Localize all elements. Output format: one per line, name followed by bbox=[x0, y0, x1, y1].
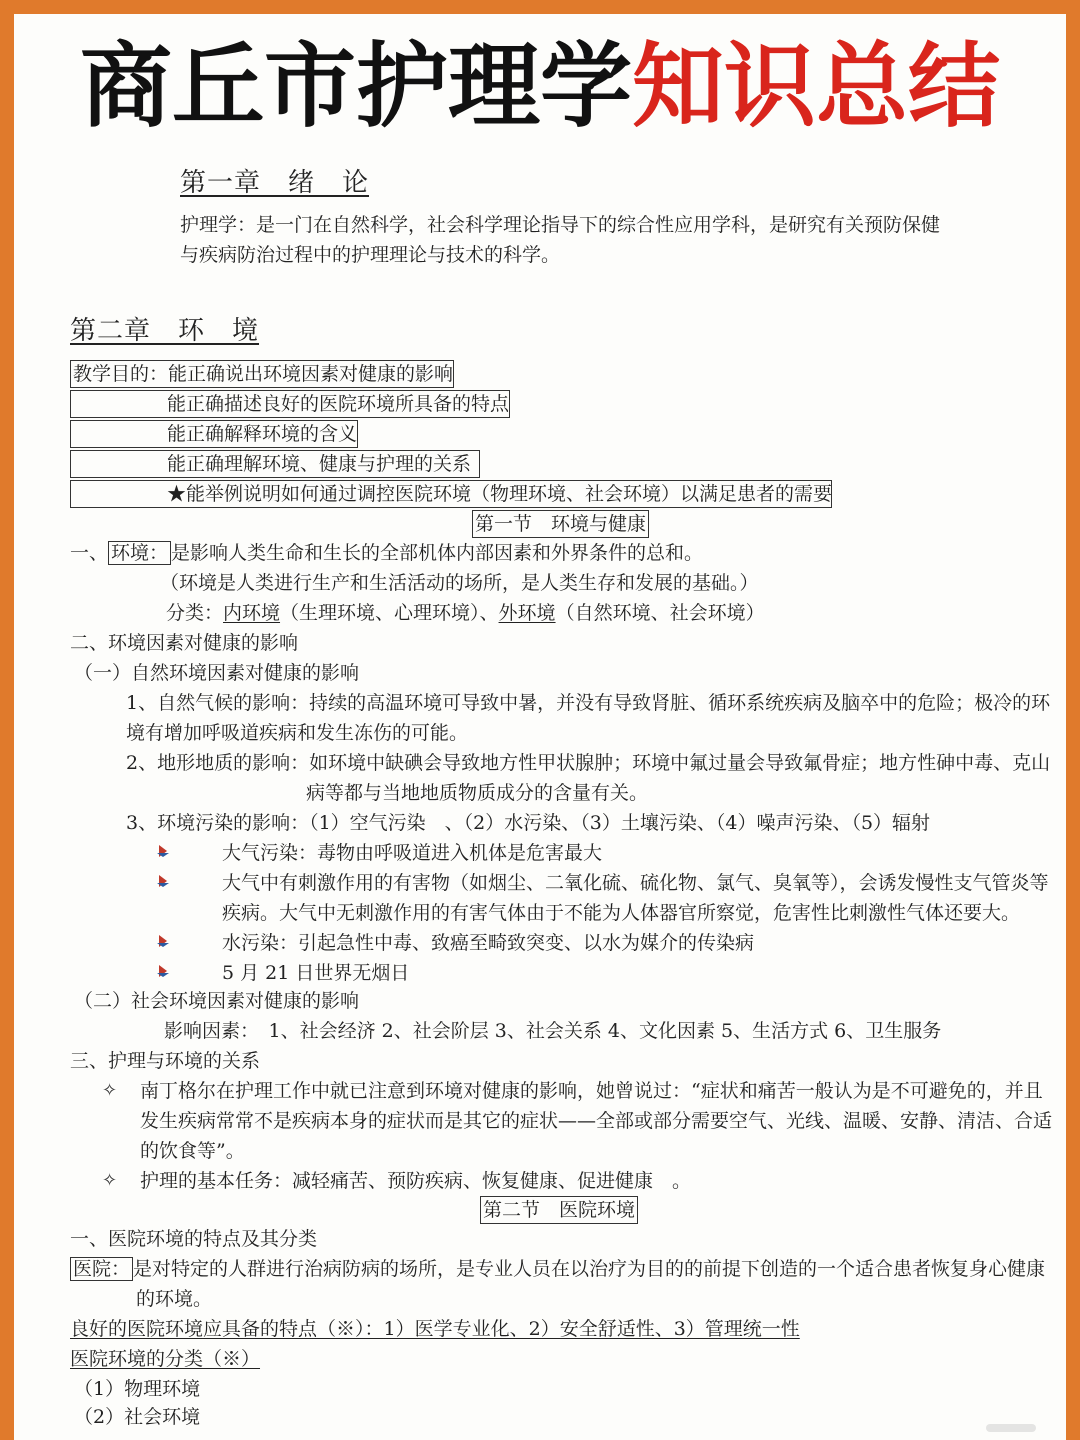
objective-box-4: 能正确理解环境、健康与护理的关系 bbox=[70, 450, 480, 478]
subheading-natural: （一）自然环境因素对健康的影响 bbox=[74, 662, 360, 684]
social-factors: 影响因素： 1、社会经济 2、社会阶层 3、社会关系 4、文化因素 5、生活方式 6、卫生服务 bbox=[164, 1020, 942, 1042]
section-heading-2: 二、环境因素对健康的影响 bbox=[70, 632, 299, 654]
env-term: 环境： bbox=[108, 541, 171, 565]
diamond-bullet-icon: ✧ bbox=[102, 1170, 118, 1191]
item2-line-a: 2、地形地质的影响：如环境中缺碘会导致地方性甲状腺肿；环境中氟过量会导致氟骨症；地方性砷中毒、克山 bbox=[126, 752, 1051, 774]
hospital-classification: 医院环境的分类（※） bbox=[70, 1348, 261, 1370]
nightingale-line-b: 发生疾病常常不是疾病本身的症状而是其它的症状——全部或部分需要空气、光线、温暖、安静、清洁、合适 bbox=[140, 1110, 1053, 1132]
arrow-bullet-icon bbox=[156, 964, 170, 978]
objective-box-3: 能正确解释环境的含义 bbox=[70, 420, 358, 448]
title-black-part: 商丘市护理学 bbox=[79, 33, 632, 140]
inner-detail: （生理环境、心理环境）、 bbox=[280, 602, 499, 624]
class-social: （2）社会环境 bbox=[74, 1406, 201, 1428]
basic-task: 护理的基本任务：减轻痛苦、预防疾病、恢复健康、促进健康 。 bbox=[140, 1170, 692, 1192]
outer-environment: 外环境 bbox=[498, 602, 556, 624]
good-environment bbox=[70, 1314, 800, 1344]
good-env-label: 良好的医院环境应具备的特点（※）： bbox=[70, 1318, 384, 1340]
nightingale-line-a: 南丁格尔在护理工作中就已注意到环境对健康的影响，她曾说过：“症状和痛苦一般认为是不可避免的，并且 bbox=[140, 1080, 1043, 1102]
outer-detail: （自然环境、社会环境） bbox=[555, 602, 765, 624]
diamond-bullet-icon: ✧ bbox=[102, 1080, 118, 1101]
env-prefix: 一、 bbox=[70, 542, 109, 564]
arrow-bullet-icon bbox=[156, 844, 170, 858]
document-page bbox=[14, 14, 1066, 1440]
chapter2-heading: 第二章 环 境 bbox=[70, 316, 260, 346]
item3-pollution: 3、环境污染的影响：（1）空气污染 、（2）水污染、（3）土壤污染、（4）噪声污染、（5）辐射 bbox=[126, 812, 931, 834]
chapter1-line1: 护理学：是一门在自然科学，社会科学理论指导下的综合性应用学科，是研究有关预防保健 bbox=[180, 214, 941, 236]
section2-title: 第二节 医院环境 bbox=[480, 1196, 638, 1224]
good-env-items: 1）医学专业化、2）安全舒适性、3）管理统一性 bbox=[383, 1318, 800, 1340]
item1-line-b: 境有增加呼吸道疾病和发生冻伤的可能。 bbox=[126, 722, 469, 744]
item2-line-b: 病等都与当地地质物质成分的含量有关。 bbox=[306, 782, 649, 804]
page-title bbox=[14, 32, 1066, 142]
hospital-term: 医院： bbox=[70, 1257, 133, 1281]
hospital-heading: 一、医院环境的特点及其分类 bbox=[70, 1228, 318, 1250]
environment-definition bbox=[70, 538, 703, 568]
title-red-part: 知识总结 bbox=[632, 33, 1001, 140]
arrow-bullet-icon bbox=[156, 874, 170, 888]
hospital-def-a: 是对特定的人群进行治病防病的场所，是专业人员在以治疗为目的的前提下创造的一个适合患者恢复身心健康 bbox=[133, 1258, 1046, 1280]
class-physical: （1）物理环境 bbox=[74, 1378, 201, 1400]
subheading-social: （二）社会环境因素对健康的影响 bbox=[74, 990, 360, 1012]
chapter1-line2: 与疾病防治过程中的护理理论与技术的科学。 bbox=[180, 244, 561, 266]
item1-line-a: 1、自然气候的影响：持续的高温环境可导致中暑，并没有导致肾脏、循环系统疾病及脑卒中的危险；极冷的环 bbox=[126, 692, 1051, 714]
environment-note: （环境是人类进行生产和生活活动的场所，是人类生存和发展的基础。） bbox=[160, 572, 759, 594]
bullet-water-pollution: 水污染：引起急性中毒、致癌至畸致突变、以水为媒介的传染病 bbox=[222, 932, 755, 954]
bullet-irritant-line-b: 疾病。大气中无刺激作用的有害气体由于不能为人体器官所察觉，危害性比刺激性气体还要大。 bbox=[222, 902, 1021, 924]
classify-prefix: 分类： bbox=[166, 602, 224, 624]
objective-box-5: ★能举例说明如何通过调控医院环境（物理环境、社会环境）以满足患者的需要 bbox=[70, 480, 832, 508]
chapter1-heading: 第一章 绪 论 bbox=[180, 168, 370, 198]
section-heading-3: 三、护理与环境的关系 bbox=[70, 1050, 261, 1072]
section1-title: 第一节 环境与健康 bbox=[472, 510, 649, 538]
inner-environment: 内环境 bbox=[223, 602, 281, 624]
objective-box-2: 能正确描述良好的医院环境所具备的特点 bbox=[70, 390, 510, 418]
bullet-air-pollution: 大气污染：毒物由呼吸道进入机体是危害最大 bbox=[222, 842, 603, 864]
watermark-bar bbox=[986, 1424, 1036, 1432]
arrow-bullet-icon bbox=[156, 934, 170, 948]
objective-box-1: 教学目的：能正确说出环境因素对健康的影响 bbox=[70, 360, 454, 388]
hospital-def-b: 的环境。 bbox=[136, 1288, 213, 1310]
environment-classification bbox=[166, 598, 765, 628]
nightingale-line-c: 的饮食等”。 bbox=[140, 1140, 245, 1162]
bullet-no-smoking-day: 5 月 21 日世界无烟日 bbox=[222, 962, 410, 984]
bullet-irritant-line-a: 大气中有刺激作用的有害物（如烟尘、二氧化硫、硫化物、氯气、臭氧等），会诱发慢性支气管炎等 bbox=[222, 872, 1049, 894]
env-def: 是影响人类生命和生长的全部机体内部因素和外界条件的总和。 bbox=[171, 542, 704, 564]
hospital-definition bbox=[70, 1254, 1045, 1284]
